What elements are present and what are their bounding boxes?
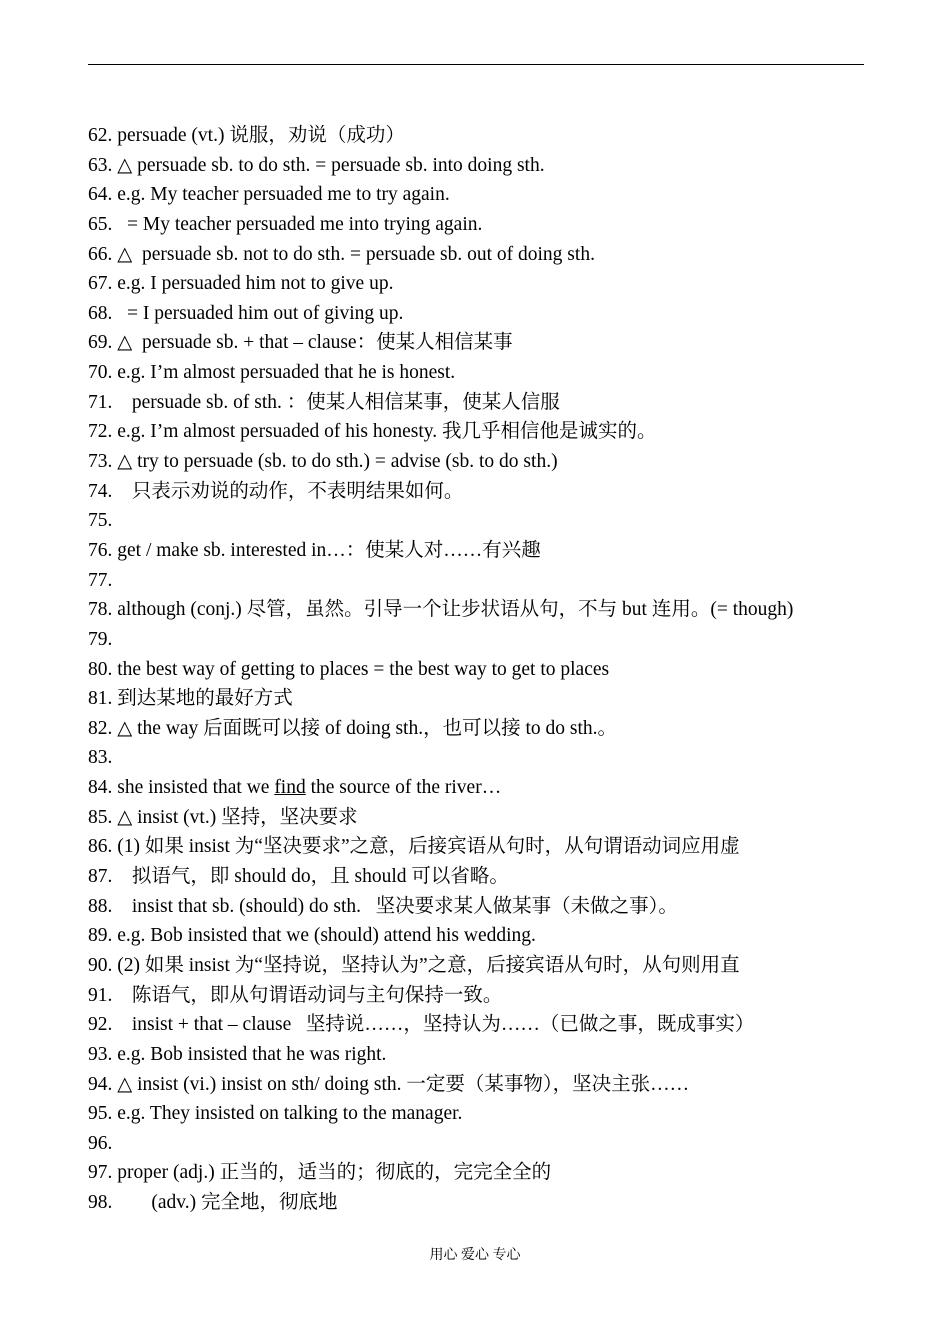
line-text: 拟语气，即 should do，且 should 可以省略。 [112, 866, 509, 888]
text-line [88, 180, 888, 210]
text-line [88, 1188, 888, 1218]
text-line [88, 447, 888, 477]
page-footer: 用心 爱心 专心 [429, 1248, 521, 1263]
text-line [88, 388, 888, 418]
line-number: 67. [88, 273, 113, 295]
line-text: △ persuade sb. to do sth. = persuade sb. into doing sth. [112, 154, 545, 176]
line-number: 73. [88, 451, 113, 473]
line-number: 95. [88, 1103, 113, 1125]
line-number: 77. [88, 569, 113, 591]
line-number: 90. [88, 954, 113, 976]
line-text: △ persuade sb. not to do sth. = persuade sb. out of doing sth. [112, 243, 595, 265]
line-number: 76. [88, 539, 113, 561]
line-text: = My teacher persuaded me into trying again. [112, 213, 483, 235]
line-text: 到达某地的最好方式 [112, 688, 293, 710]
line-number: 88. [88, 895, 113, 917]
line-number: 83. [88, 747, 113, 769]
text-line [88, 151, 888, 181]
line-number: 92. [88, 1014, 113, 1036]
line-text: e.g. Bob insisted that we (should) attend his wedding. [112, 925, 536, 947]
line-number: 94. [88, 1073, 113, 1095]
line-number: 96. [88, 1132, 113, 1154]
line-number: 89. [88, 925, 113, 947]
line-text: △ insist (vi.) insist on sth/ doing sth. 一定要（某事物），坚决主张…… [112, 1073, 690, 1095]
header-rule [88, 64, 864, 65]
text-line [88, 832, 888, 862]
text-line [88, 1010, 888, 1040]
line-number: 97. [88, 1162, 113, 1184]
text-line [88, 477, 888, 507]
line-number: 85. [88, 806, 113, 828]
line-number: 98. [88, 1192, 113, 1214]
line-text: (2) 如果 insist 为“坚持说，坚持认为”之意，后接宾语从句时，从句则用直 [112, 954, 740, 976]
text-line [88, 506, 888, 536]
text-line [88, 1099, 888, 1129]
text-line [88, 417, 888, 447]
line-number: 62. [88, 125, 113, 146]
text-line [88, 121, 888, 151]
text-line [88, 1158, 888, 1188]
line-number: 63. [88, 154, 113, 176]
text-line [88, 358, 888, 388]
line-text: 陈语气，即从句谓语动词与主句保持一致。 [112, 984, 503, 1006]
text-line [88, 892, 888, 922]
text-line [88, 1040, 888, 1070]
line-text: e.g. Bob insisted that he was right. [112, 1043, 387, 1065]
line-number: 64. [88, 184, 113, 206]
line-text: the best way of getting to places = the best way to get to places [112, 658, 610, 680]
line-number: 71. [88, 391, 113, 413]
line-text: the source of the river… [305, 777, 502, 799]
line-text: (adv.) 完全地，彻底地 [112, 1192, 338, 1214]
document-body [88, 121, 888, 1218]
line-number: 79. [88, 628, 113, 650]
text-line [88, 655, 888, 685]
text-line [88, 625, 888, 655]
line-number: 72. [88, 421, 113, 443]
text-line [88, 714, 888, 744]
line-text: e.g. I’m almost persuaded of his honesty. 我几乎相信他是诚实的。 [112, 421, 657, 443]
line-text: △ insist (vt.) 坚持，坚决要求 [112, 806, 358, 828]
line-text: insist + that – clause 坚持说……，坚持认为……（已做之事，既成事实） [112, 1014, 755, 1036]
line-text: e.g. They insisted on talking to the manager. [112, 1103, 463, 1125]
text-line [88, 328, 888, 358]
line-text: △ try to persuade (sb. to do sth.) = advise (sb. to do sth.) [112, 451, 558, 473]
text-line [88, 862, 888, 892]
line-text: e.g. I’m almost persuaded that he is honest. [112, 362, 456, 384]
line-text: insist that sb. (should) do sth. 坚决要求某人做某事（未做之事）。 [112, 895, 678, 917]
line-number: 65. [88, 213, 113, 235]
text-line [88, 921, 888, 951]
line-number: 84. [88, 777, 113, 799]
line-text: △ the way 后面既可以接 of doing sth.，也可以接 to do sth.。 [112, 717, 618, 739]
line-text: e.g. I persuaded him not to give up. [112, 273, 394, 295]
text-line [88, 269, 888, 299]
line-number: 87. [88, 866, 113, 888]
line-text: △ persuade sb. + that – clause：使某人相信某事 [112, 332, 513, 354]
text-line [88, 595, 888, 625]
line-number: 82. [88, 717, 113, 739]
text-line [88, 210, 888, 240]
line-number: 80. [88, 658, 113, 680]
line-text: she insisted that we [112, 777, 275, 799]
line-number: 86. [88, 836, 113, 858]
line-text: 只表示劝说的动作，不表明结果如何。 [112, 480, 464, 502]
line-text: (1) 如果 insist 为“坚决要求”之意，后接宾语从句时，从句谓语动词应用虚 [112, 836, 740, 858]
line-text: get / make sb. interested in…：使某人对……有兴趣 [112, 539, 541, 561]
line-number: 69. [88, 332, 113, 354]
text-line [88, 1070, 888, 1100]
line-number: 81. [88, 688, 113, 710]
text-line [88, 684, 888, 714]
line-number: 75. [88, 510, 113, 532]
line-number: 91. [88, 984, 113, 1006]
line-number: 93. [88, 1043, 113, 1065]
text-line [88, 566, 888, 596]
underlined-text: find [274, 777, 306, 799]
line-text: e.g. My teacher persuaded me to try again. [112, 184, 450, 206]
line-text: persuade sb. of sth. ：使某人相信某事，使某人信服 [112, 391, 560, 413]
line-text: proper (adj.) 正当的，适当的；彻底的，完完全全的 [112, 1162, 552, 1184]
text-line [88, 536, 888, 566]
text-line [88, 981, 888, 1011]
line-text: although (conj.) 尽管，虽然。引导一个让步状语从句，不与 but 连用。(= though) [112, 599, 794, 621]
text-line [88, 1129, 888, 1159]
text-line [88, 951, 888, 981]
text-line [88, 299, 888, 329]
line-number: 68. [88, 302, 113, 324]
text-line [88, 743, 888, 773]
text-line [88, 803, 888, 833]
line-number: 70. [88, 362, 113, 384]
line-text: persuade (vt.) 说服，劝说（成功） [112, 125, 405, 146]
line-text: = I persuaded him out of giving up. [112, 302, 404, 324]
line-number: 78. [88, 599, 113, 621]
text-line [88, 773, 888, 803]
text-line [88, 240, 888, 270]
line-number: 74. [88, 480, 113, 502]
line-number: 66. [88, 243, 113, 265]
